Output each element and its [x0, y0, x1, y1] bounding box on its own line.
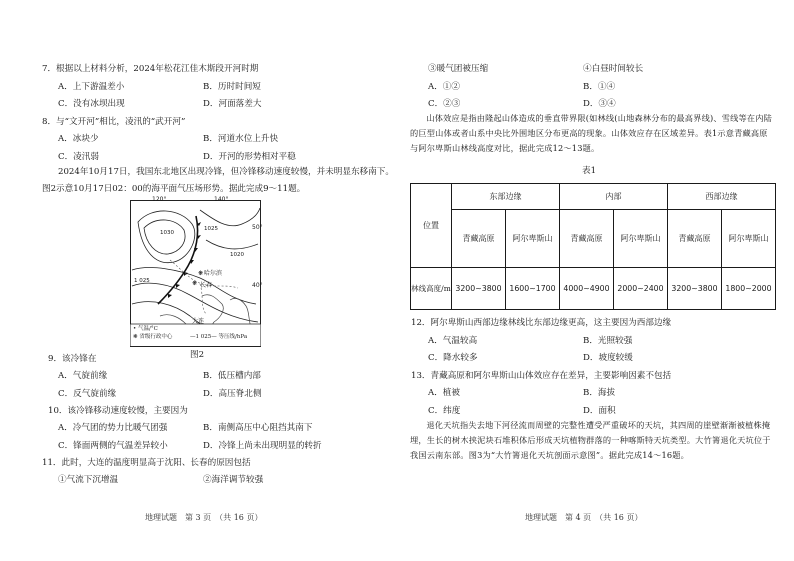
table-cell: 1800~2000 [722, 268, 776, 310]
q13-option-b: B．海拔 [583, 388, 616, 398]
legend-city: • 气温/°C [133, 326, 158, 332]
figure-2-caption: 图2 [190, 350, 205, 360]
q10-stem: 10．该冷锋移动速度较慢，主要因为 [48, 406, 188, 416]
table-header-position: 位置 [411, 184, 452, 268]
table-cell: 3200~3800 [668, 268, 722, 310]
intro-line-2: 图2示意10月17日02：00的海平面气压场形势。据此完成9～11题。 [42, 184, 306, 194]
q11-option-c: C．②③ [428, 99, 461, 109]
city-dalian-label: 大连 [192, 318, 205, 325]
left-footer: 地理试题 第 3 页 （共 16 页） [145, 513, 263, 522]
isobar-1025b-label: 1 025 [134, 278, 150, 284]
q9-option-c: C．反气旋前缘 [58, 389, 117, 399]
lon-120-label: 120° [152, 196, 167, 203]
right-footer: 地理试题 第 4 页 （共 16 页） [525, 513, 643, 522]
pressure-map [130, 196, 263, 347]
q9-option-d: D．高压脊北侧 [203, 389, 262, 399]
tiankeng-paragraph: 退化天坑指失去地下河径流而周壁的完整性遭受严重破坏的天坑，其四周的崖壁渐渐被植株掩埋，生长的树木挟泥块石堆积体后形成天坑植物群落的一种喀斯特天坑类型。大竹箐退化天坑位于我国云南东部。图3为“大竹箐退化天坑剖面示意图”。据此完成14～16题。 [410, 420, 771, 460]
q11-option-b: B．①④ [583, 82, 616, 92]
q9-option-b: B．低压槽内部 [203, 371, 261, 381]
table-sub-header: 阿尔卑斯山 [506, 210, 560, 268]
table-cell: 2000~2400 [614, 268, 668, 310]
table-cell: 1600~1700 [506, 268, 560, 310]
q13-option-a: A．植被 [428, 388, 460, 398]
lat-50-label: 50° [252, 224, 263, 231]
isobar-1030-label: 1030 [160, 230, 174, 236]
isobar-1025-label: 1025 [204, 226, 218, 232]
q13-option-c: C．纬度 [428, 406, 461, 416]
svg-text:❋: ❋ [192, 280, 198, 287]
city-changchun-label: 长春 [200, 282, 213, 289]
q11-option-d: D．③④ [583, 99, 616, 109]
table-sub-header: 青藏高原 [668, 210, 722, 268]
q10-option-b: B．南侧高压中心阻挡其南下 [203, 423, 313, 433]
q7-stem: 7．根据以上材料分析，2024年松花江佳木斯段开河时期 [42, 64, 259, 74]
table-row-label: 林线高度/m [411, 268, 452, 310]
q7-option-a: A．上下游温差小 [58, 82, 125, 92]
q7-option-c: C．没有冰坝出现 [58, 99, 125, 109]
table-1-caption: 表1 [582, 166, 597, 176]
lon-140-label: 140° [214, 196, 229, 203]
q11-option-4: ④白昼时间较长 [583, 64, 644, 74]
q8-option-c: C．凌汛弱 [58, 152, 99, 162]
table-sub-header: 阿尔卑斯山 [722, 210, 776, 268]
isobar-1020-label: 1020 [230, 252, 244, 258]
q12-option-d: D．坡度较缓 [583, 353, 633, 363]
q11-stem: 11．此时，大连的温度明显高于沈阳、长春的原因包括 [42, 458, 251, 468]
table-cell: 4000~4900 [560, 268, 614, 310]
table-group-east: 东部边缘 [452, 184, 560, 210]
table-sub-header: 青藏高原 [560, 210, 614, 268]
q11-option-1: ①气流下沉增温 [58, 475, 119, 485]
svg-text:❋: ❋ [198, 270, 204, 277]
table-group-inner: 内部 [560, 184, 668, 210]
q8-option-a: A．冰块少 [58, 134, 99, 144]
q12-option-a: A．气温较高 [428, 336, 478, 346]
legend-capital: ❋ 省级行政中心 [133, 334, 173, 340]
treeline-table [410, 183, 776, 310]
q12-option-b: B．光照较强 [583, 336, 633, 346]
q8-option-b: B．河道水位上升快 [203, 134, 279, 144]
q8-option-d: D．开河的形势相对平稳 [203, 152, 296, 162]
q9-stem: 9．该冷锋在 [48, 354, 97, 364]
lat-40-label: 40° [252, 282, 263, 289]
q9-option-a: A．气旋前缘 [58, 371, 108, 381]
q12-option-c: C．降水较多 [428, 353, 478, 363]
table-group-west: 西部边缘 [668, 184, 776, 210]
q11-option-a: A．①② [428, 82, 460, 92]
q7-option-b: B．历时时间短 [203, 82, 261, 92]
q13-stem: 13．青藏高原和阿尔卑斯山山体效应存在差异，主要影响因素不包括 [411, 371, 672, 381]
q10-option-a: A．冷气团的势力比暖气团强 [58, 423, 168, 433]
intro-line-1: 2024年10月17日，我国东北地区出现冷锋，但冷锋移动速度较慢，并未明显东移南下。 [58, 167, 394, 177]
q11-option-2: ②海洋调节较强 [203, 475, 264, 485]
q10-option-d: D．冷锋上尚未出现明显的转折 [203, 441, 322, 451]
city-harbin-label: 哈尔滨 [204, 270, 223, 277]
q7-option-d: D．河面落差大 [203, 99, 262, 109]
q8-stem: 8．与“文开河”相比，凌汛的“武开河” [42, 117, 186, 127]
table-sub-header: 阿尔卑斯山 [614, 210, 668, 268]
mountain-effect-paragraph: 山体效应是指由隆起山体造成的垂直带界限(如林线(山地森林分布的最高界线)、雪线等在内陆的巨型山体或者山系中央比外围地区分布更高的现象。山体效应存在区域差异。表1示意青藏高原与阿尔卑斯山林线高度对比，据此完成12～13题。 [410, 113, 773, 153]
table-sub-header: 青藏高原 [452, 210, 506, 268]
q12-stem: 12．阿尔卑斯山西部边缘林线比东部边缘更高，这主要因为西部边缘 [411, 318, 672, 328]
legend-isobar: —1 025— 等压线/hPa [190, 334, 248, 340]
table-cell: 3200~3800 [452, 268, 506, 310]
q11-option-3: ③暖气团被压缩 [428, 64, 489, 74]
q10-option-c: C．锋面两侧的气温差异较小 [58, 441, 168, 451]
q13-option-d: D．面积 [583, 406, 616, 416]
